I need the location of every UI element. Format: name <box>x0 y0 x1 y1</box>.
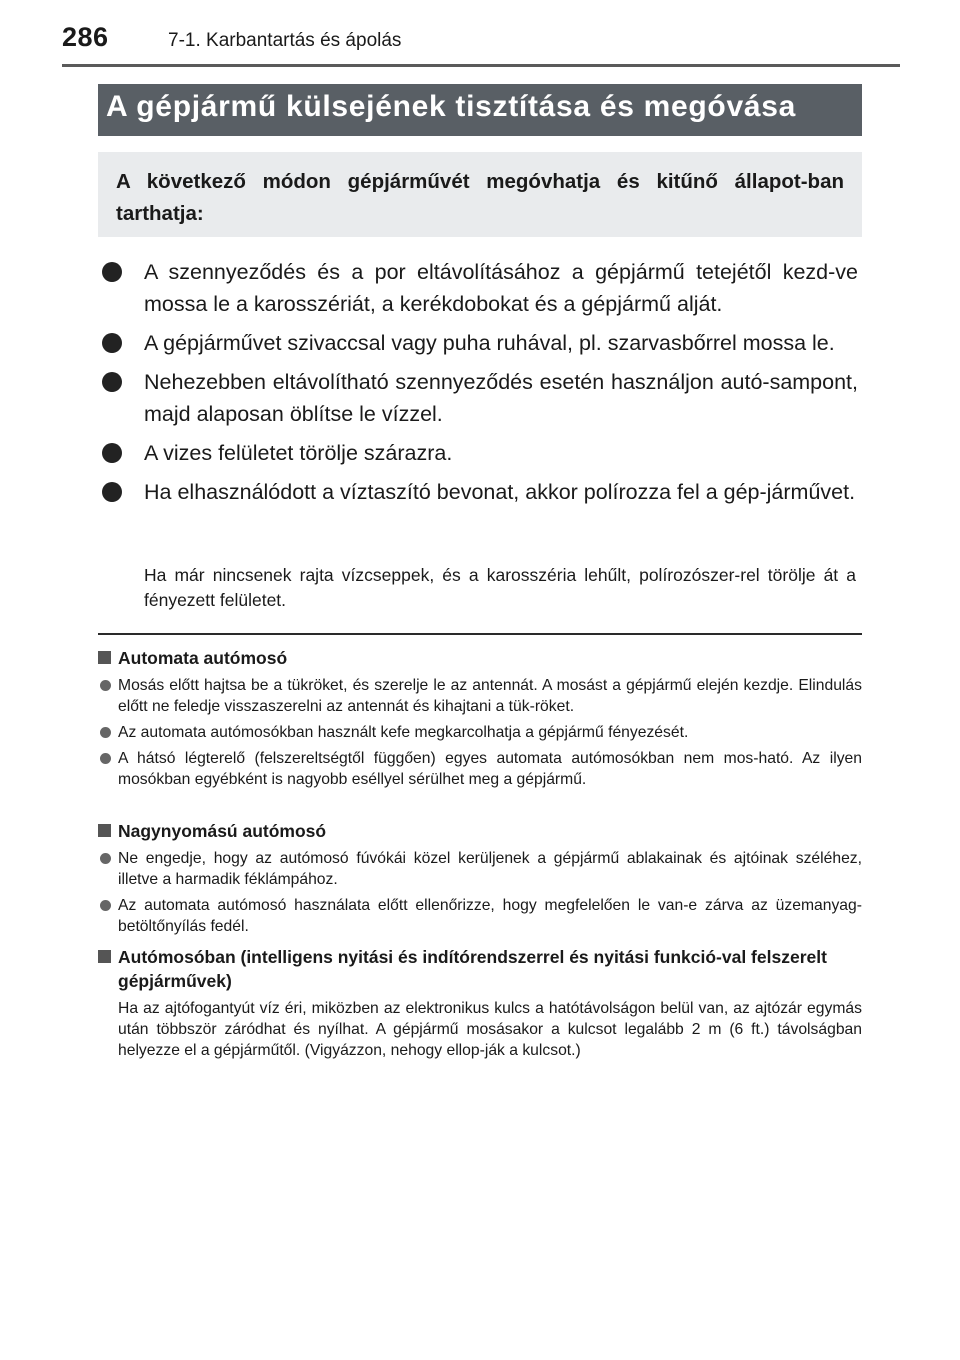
square-bullet-icon <box>98 651 111 664</box>
section-list <box>98 848 862 937</box>
square-bullet-icon <box>98 950 111 963</box>
section-divider <box>98 633 862 635</box>
page-title: A gépjármű külsejének tisztítása és megóvása <box>98 84 862 136</box>
bullet-icon <box>100 853 111 864</box>
bullet-icon <box>102 333 122 353</box>
main-list <box>98 256 858 515</box>
page-number: 286 <box>62 22 109 52</box>
bullet-icon <box>102 482 122 502</box>
list-item-text: A gépjárművet szivaccsal vagy puha ruhával, pl. szarvasbőrrel mossa le. <box>144 331 835 355</box>
bullet-icon <box>102 372 122 392</box>
section-heading <box>98 646 862 670</box>
square-bullet-icon <box>98 824 111 837</box>
list-item-text: Az automata autómosó használata előtt ellenőrizze, hogy megfelelően le van-e zárva az üzemanyag-betöltőnyílás fedél. <box>118 897 862 935</box>
list-item-text: A hátsó légterelő (felszereltségtől függően) egyes automata autómosókban nem mos-ható. Az ilyen mosókban egyébként is nagyobb eséllyel sérülhet meg a gépjármű. <box>118 750 862 788</box>
polish-note: Ha már nincsenek rajta vízcseppek, és a karosszéria lehűlt, polírozószer-rel törölje át a fényezett felületet. <box>144 565 856 610</box>
bullet-icon <box>100 753 111 764</box>
list-item <box>98 675 862 717</box>
section-list <box>98 675 862 790</box>
list-item <box>98 256 858 320</box>
section-smart-key-carwash <box>98 945 862 1061</box>
header-rule <box>62 64 900 67</box>
section-heading <box>98 945 862 993</box>
list-item <box>98 895 862 937</box>
bullet-icon <box>100 727 111 738</box>
bullet-icon <box>100 680 111 691</box>
section-text: Ha az ajtófogantyút víz éri, miközben az elektronikus kulcs a hatótávolságon belül van, az ajtózár egymás után többször záródhat és nyílhat. A gépjármű mosásakor a kulcsot legalább 2 m (6 ft.) távolságban helyezze el a gépjárműtől. (Vigyázzon, nehogy ellop-ják a kulcsot.) <box>118 1000 862 1059</box>
section-high-pressure-carwash <box>98 819 862 942</box>
section-automatic-carwash <box>98 646 862 795</box>
list-item-text: Mosás előtt hajtsa be a tükröket, és szerelje le az antennát. A mosást a gépjármű elején kezdje. Elindulás előtt ne feledje visszaszerelni az antennát és kihajtani a tük-röket. <box>118 677 862 715</box>
section-heading-text: Automata autómosó <box>118 648 288 668</box>
section-heading-text: Nagynyomású autómosó <box>118 821 327 841</box>
section-path: 7-1. Karbantartás és ápolás <box>168 30 402 51</box>
bullet-icon <box>102 262 122 282</box>
intro-box: A következő módon gépjárművét megóvhatja és kitűnő állapot-ban tarthatja: <box>98 152 862 237</box>
bullet-icon <box>100 900 111 911</box>
list-item-text: Ha elhasználódott a víztaszító bevonat, akkor polírozza fel a gép-járművet. <box>144 480 856 504</box>
list-item <box>98 476 858 508</box>
list-item-text: Az automata autómosókban használt kefe megkarcolhatja a gépjármű fényezését. <box>118 724 689 741</box>
section-heading-text: Autómosóban (intelligens nyitási és indítórendszerrel és nyitási funkció-val felszerelt gépjárművek) <box>118 947 827 991</box>
list-item <box>98 437 858 469</box>
list-item <box>98 848 862 890</box>
list-item-text: A szennyeződés és a por eltávolításához a gépjármű tetejétől kezd-ve mossa le a karosszériát, a kerékdobokat és a gépjármű alját. <box>144 260 858 316</box>
bullet-icon <box>102 443 122 463</box>
list-item-text: Nehezebben eltávolítható szennyeződés esetén használjon autó-sampont, majd alaposan öblítse le vízzel. <box>144 370 858 426</box>
list-item-text: Ne engedje, hogy az autómosó fúvókái közel kerüljenek a gépjármű ablakainak és ajtóinak széléhez, illetve a harmadik féklámpához. <box>118 850 862 888</box>
page-header <box>62 22 900 66</box>
section-heading <box>98 819 862 843</box>
list-item <box>98 722 862 743</box>
list-item-text: A vizes felületet törölje szárazra. <box>144 441 453 465</box>
list-item <box>98 327 858 359</box>
list-item <box>98 748 862 790</box>
list-item <box>98 366 858 430</box>
